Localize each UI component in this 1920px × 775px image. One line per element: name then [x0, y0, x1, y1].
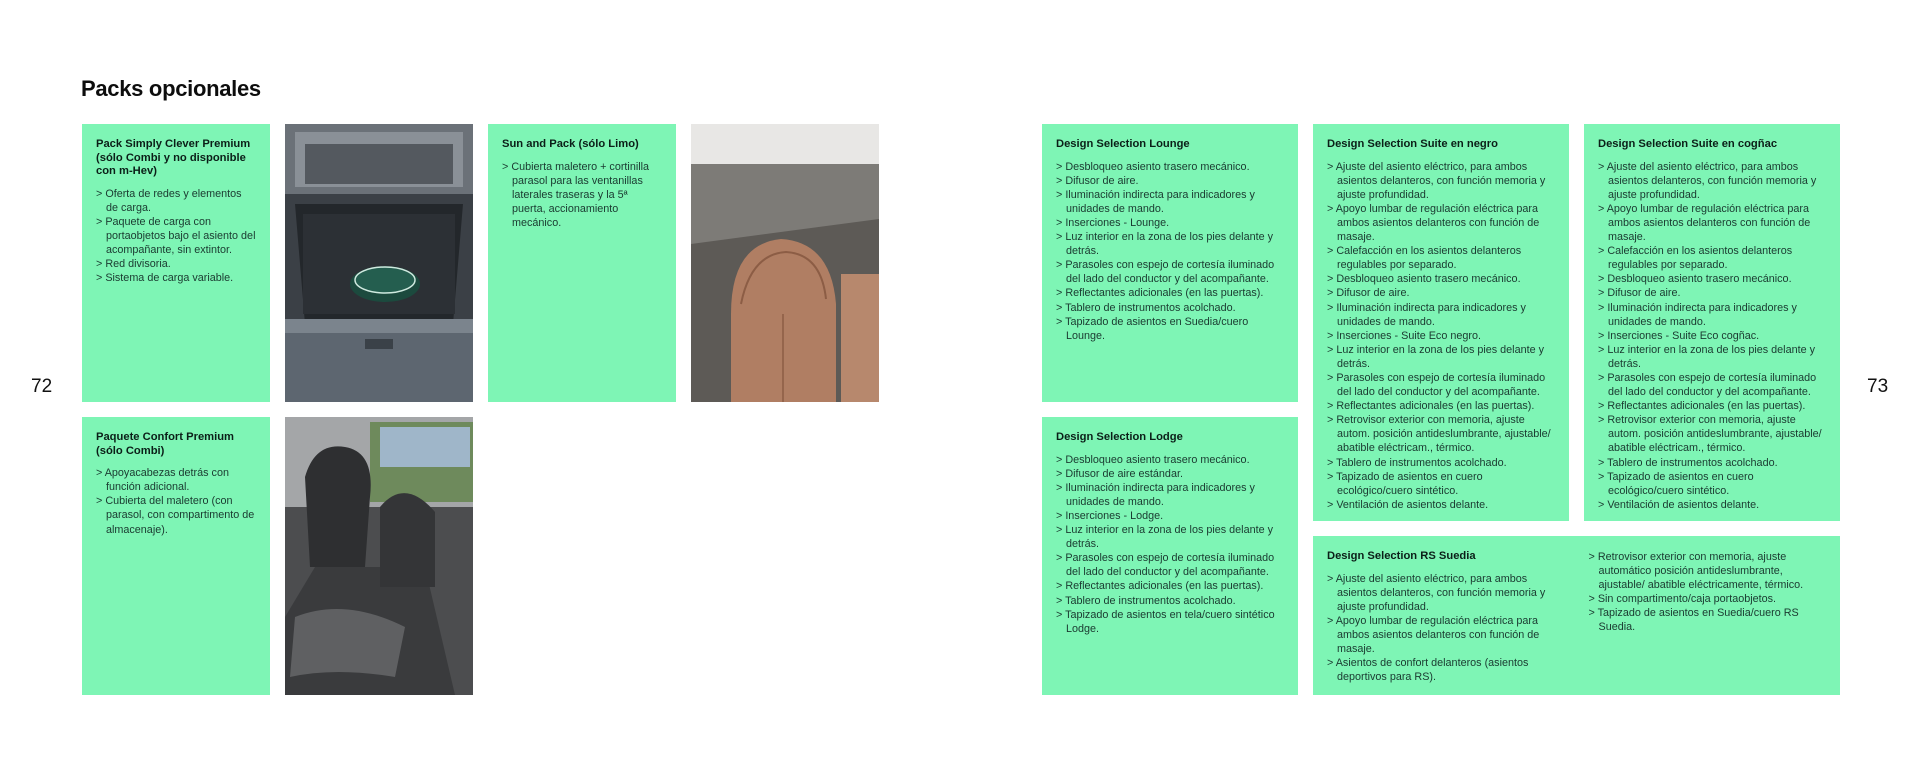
pack-feature-list — [1056, 453, 1284, 636]
pack-card-simply-clever — [82, 124, 270, 402]
pack-feature-item: > Ajuste del asiento eléctrico, para ambos asientos delanteros, con función memoria y ajuste profundidad. — [1327, 160, 1555, 202]
pack-title: Design Selection Lodge — [1056, 431, 1183, 443]
pack-card-lounge — [1042, 124, 1298, 402]
pack-feature-item: > Inserciones - Suite Eco cogñac. — [1598, 329, 1826, 343]
pack-feature-item: > Iluminación indirecta para indicadores y unidades de mando. — [1056, 481, 1284, 509]
pack-feature-item: > Difusor de aire. — [1327, 286, 1555, 300]
pack-feature-item: > Desbloqueo asiento trasero mecánico. — [1598, 272, 1826, 286]
pack-title: Design Selection Suite en negro — [1327, 138, 1498, 150]
pack-feature-list — [96, 187, 256, 286]
pack-feature-list — [1598, 160, 1826, 512]
pack-feature-item: > Tapizado de asientos en cuero ecológico/cuero sintético. — [1598, 470, 1826, 498]
pack-feature-item: > Ventilación de asientos delante. — [1327, 498, 1555, 512]
pack-feature-list — [96, 466, 256, 536]
pack-feature-item: > Cubierta del maletero (con parasol, con compartimento de almacenaje). — [96, 494, 256, 536]
pack-feature-item: > Difusor de aire. — [1056, 174, 1284, 188]
pack-feature-item: > Retrovisor exterior con memoria, ajuste automático posición antideslumbrante, ajustable/ abatible eléctricamente, térmico. — [1589, 550, 1827, 592]
pack-feature-item: > Tablero de instrumentos acolchado. — [1327, 456, 1555, 470]
pack-feature-item: > Difusor de aire. — [1598, 286, 1826, 300]
pack-feature-item: > Tablero de instrumentos acolchado. — [1056, 594, 1284, 608]
pack-feature-item: > Tapizado de asientos en cuero ecológico/cuero sintético. — [1327, 470, 1555, 498]
pack-feature-list — [1589, 550, 1827, 635]
pack-title: Pack Simply Clever Premium (sólo Combi y no disponible con m-Hev) — [96, 138, 251, 178]
pack-feature-item: > Sistema de carga variable. — [96, 271, 256, 285]
pack-card-suite-cognac — [1584, 124, 1840, 521]
pack-feature-item: > Inserciones - Lounge. — [1056, 216, 1284, 230]
pack-feature-item: > Tablero de instrumentos acolchado. — [1056, 301, 1284, 315]
pack-feature-item: > Parasoles con espejo de cortesía iluminado del lado del conductor y del acompañante. — [1056, 258, 1284, 286]
pack-card-lodge — [1042, 417, 1298, 695]
pack-feature-item: > Parasoles con espejo de cortesía iluminado del lado del conductor y del acompañante. — [1598, 371, 1826, 399]
pack-feature-item: > Tapizado de asientos en Suedia/cuero RS Suedia. — [1589, 606, 1827, 634]
photo-rear-seats — [285, 417, 473, 695]
pack-feature-item: > Reflectantes adicionales (en las puertas). — [1598, 399, 1826, 413]
pack-feature-item: > Reflectantes adicionales (en las puertas). — [1327, 399, 1555, 413]
pack-card-confort — [82, 417, 270, 695]
pack-feature-item: > Apoyacabezas detrás con función adicional. — [96, 466, 256, 494]
pack-title: Sun and Pack (sólo Limo) — [502, 138, 639, 150]
pack-feature-item: > Ajuste del asiento eléctrico, para ambos asientos delanteros, con función memoria y ajuste profundidad. — [1327, 572, 1565, 614]
pack-feature-item: > Oferta de redes y elementos de carga. — [96, 187, 256, 215]
pack-feature-item: > Difusor de aire estándar. — [1056, 467, 1284, 481]
pack-feature-item: > Calefacción en los asientos delanteros regulables por separado. — [1327, 244, 1555, 272]
pack-feature-item: > Apoyo lumbar de regulación eléctrica para ambos asientos delanteros con función de masaje. — [1327, 202, 1555, 244]
pack-title: Design Selection Lounge — [1056, 138, 1190, 150]
pack-feature-item: > Inserciones - Suite Eco negro. — [1327, 329, 1555, 343]
pack-feature-item: > Red divisoria. — [96, 257, 256, 271]
pack-title: Paquete Confort Premium (sólo Combi) — [96, 431, 234, 457]
pack-feature-item: > Tapizado de asientos en Suedia/cuero Lounge. — [1056, 315, 1284, 343]
page-number-right: 73 — [1867, 376, 1889, 397]
pack-feature-list — [1327, 572, 1565, 685]
pack-feature-item: > Luz interior en la zona de los pies delante y detrás. — [1598, 343, 1826, 371]
pack-feature-item: > Ajuste del asiento eléctrico, para ambos asientos delanteros, con función memoria y ajuste profundidad. — [1598, 160, 1826, 202]
pack-feature-item: > Ventilación de asientos delante. — [1598, 498, 1826, 512]
pack-feature-item: > Paquete de carga con portaobjetos bajo el asiento del acompañante, sin extintor. — [96, 215, 256, 257]
pack-feature-item: > Reflectantes adicionales (en las puertas). — [1056, 286, 1284, 300]
pack-feature-item: > Calefacción en los asientos delanteros regulables por separado. — [1598, 244, 1826, 272]
pack-feature-item: > Iluminación indirecta para indicadores y unidades de mando. — [1327, 301, 1555, 329]
pack-title: Design Selection Suite en cogñac — [1598, 138, 1778, 150]
pack-feature-item: > Iluminación indirecta para indicadores y unidades de mando. — [1598, 301, 1826, 329]
pack-card-suite-negro — [1313, 124, 1569, 521]
pack-feature-item: > Tablero de instrumentos acolchado. — [1598, 456, 1826, 470]
pack-feature-item: > Luz interior en la zona de los pies delante y detrás. — [1056, 230, 1284, 258]
pack-feature-item: > Parasoles con espejo de cortesía iluminado del lado del conductor y del acompañante. — [1327, 371, 1555, 399]
pack-feature-item: > Parasoles con espejo de cortesía iluminado del lado del conductor y del acompañante. — [1056, 551, 1284, 579]
page-title: Packs opcionales — [81, 76, 261, 101]
page-number-left: 72 — [31, 376, 53, 397]
pack-feature-item: > Desbloqueo asiento trasero mecánico. — [1056, 160, 1284, 174]
pack-feature-list — [502, 160, 662, 230]
photo-trunk-cargo — [285, 124, 473, 402]
pack-feature-item: > Iluminación indirecta para indicadores y unidades de mando. — [1056, 188, 1284, 216]
pack-feature-item: > Luz interior en la zona de los pies delante y detrás. — [1056, 523, 1284, 551]
photo-headrest-cover — [691, 124, 879, 402]
pack-feature-item: > Sin compartimento/caja portaobjetos. — [1589, 592, 1827, 606]
pack-feature-item: > Cubierta maletero + cortinilla parasol para las ventanillas laterales traseras y la 5ª puerta, accionamiento mecánico. — [502, 160, 662, 230]
pack-feature-item: > Retrovisor exterior con memoria, ajuste autom. posición antideslumbrante, ajustable/ abatible eléctricam., térmico. — [1598, 413, 1826, 455]
pack-feature-item: > Apoyo lumbar de regulación eléctrica para ambos asientos delanteros con función de masaje. — [1327, 614, 1565, 656]
pack-feature-item: > Desbloqueo asiento trasero mecánico. — [1327, 272, 1555, 286]
pack-feature-item: > Luz interior en la zona de los pies delante y detrás. — [1327, 343, 1555, 371]
pack-feature-item: > Tapizado de asientos en tela/cuero sintético Lodge. — [1056, 608, 1284, 636]
pack-card-rs-suedia — [1313, 536, 1840, 695]
pack-feature-list — [1056, 160, 1284, 343]
pack-feature-list — [1327, 160, 1555, 512]
pack-feature-item: > Reflectantes adicionales (en las puertas). — [1056, 579, 1284, 593]
pack-feature-item: > Desbloqueo asiento trasero mecánico. — [1056, 453, 1284, 467]
pack-feature-item: > Retrovisor exterior con memoria, ajuste autom. posición antideslumbrante, ajustable/ abatible eléctricam., térmico. — [1327, 413, 1555, 455]
pack-feature-item: > Asientos de confort delanteros (asientos deportivos para RS). — [1327, 656, 1565, 684]
pack-feature-item: > Apoyo lumbar de regulación eléctrica para ambos asientos delanteros con función de masaje. — [1598, 202, 1826, 244]
pack-title: Design Selection RS Suedia — [1327, 550, 1476, 562]
pack-card-sun-pack — [488, 124, 676, 402]
pack-feature-item: > Inserciones - Lodge. — [1056, 509, 1284, 523]
